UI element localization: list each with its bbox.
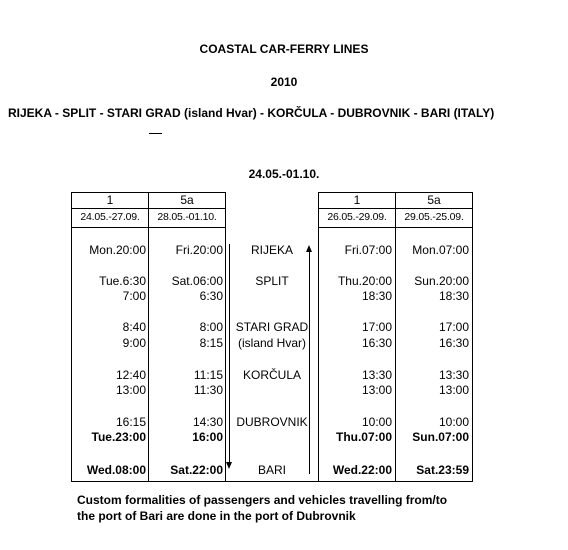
arrival-time: Fri.07:00 [344, 243, 392, 257]
header-divider [318, 227, 473, 228]
departure-time: 16:00 [192, 430, 223, 444]
arrival-time: 8:00 [199, 320, 223, 334]
arrival-time: 14:30 [192, 415, 223, 429]
header-divider [71, 227, 226, 228]
arrival-time: Sat.22:00 [170, 463, 223, 477]
departure-time: Sat.23:59 [416, 463, 469, 477]
header-divider [318, 208, 473, 209]
arrival-time: 16:15 [115, 415, 146, 429]
departure-time: Thu.20:00 [337, 274, 392, 288]
arrival-time: Mon.07:00 [412, 243, 469, 257]
departure-time: Tue.23:00 [91, 430, 146, 444]
column-number: 5a [180, 193, 194, 207]
departure-time: 13:30 [438, 368, 469, 382]
departure-time: 17:00 [361, 320, 392, 334]
arrival-time: Sat.06:00 [171, 274, 223, 288]
departure-time: 8:15 [199, 336, 223, 350]
table-border-bottom [71, 481, 473, 482]
column-dates: 29.05.-25.09. [404, 211, 464, 223]
departure-time: 13:30 [361, 368, 392, 382]
arrival-time: Wed.08:00 [86, 463, 146, 477]
departure-time: 10:00 [438, 415, 469, 429]
departure-time: Sun.20:00 [414, 274, 469, 288]
port-name: RIJEKA [250, 243, 293, 257]
departure-time: 10:00 [361, 415, 392, 429]
column-dates: 24.05.-27.09. [80, 211, 140, 223]
separator-dash [149, 133, 162, 134]
arrival-time: 16:30 [361, 336, 392, 350]
port-name: STARI GRAD [235, 320, 309, 334]
header-divider [71, 208, 226, 209]
departure-time: 11:30 [193, 383, 223, 397]
arrival-time: Tue.6:30 [99, 274, 146, 288]
departure-time: 7:00 [122, 289, 146, 303]
arrival-time: 18:30 [438, 289, 469, 303]
customs-note-line: the port of Bari are done in the port of Dubrovnik [77, 509, 356, 523]
page-title: COASTAL CAR-FERRY LINES [199, 42, 369, 56]
column-dates: 28.05.-01.10. [157, 211, 217, 223]
port-name: SPLIT [255, 274, 289, 288]
arrival-time: 12:40 [115, 368, 146, 382]
column-number: 1 [106, 193, 114, 207]
arrival-time: 13:00 [438, 383, 469, 397]
departure-time: Mon.20:00 [89, 243, 146, 257]
departure-time: 9:00 [122, 336, 146, 350]
port-name: KORČULA [242, 368, 301, 382]
arrival-time: 18:30 [361, 289, 392, 303]
arrival-time: Sun.07:00 [412, 430, 469, 444]
departure-time: 13:00 [115, 383, 146, 397]
departure-time: Fri.20:00 [175, 243, 223, 257]
table-border-right [472, 192, 473, 481]
arrival-time: 8:40 [122, 320, 146, 334]
route-title: RIJEKA - SPLIT - STARI GRAD (island Hvar) - KORČULA - DUBROVNIK - BARI (ITALY) [8, 106, 495, 120]
customs-note [77, 492, 447, 524]
season-period: 24.05.-01.10. [248, 167, 320, 181]
arrival-time: 11:15 [193, 368, 223, 382]
arrival-time: Thu.07:00 [335, 430, 392, 444]
departure-time: Wed.22:00 [332, 463, 392, 477]
departure-time: 17:00 [438, 320, 469, 334]
column-number: 1 [353, 193, 361, 207]
arrival-time: 16:30 [438, 336, 469, 350]
customs-note-line: Custom formalities of passengers and vehicles travelling from/to [77, 493, 448, 507]
port-subname: (island Hvar) [237, 336, 306, 350]
column-number: 5a [427, 193, 441, 207]
port-name: DUBROVNIK [236, 415, 308, 429]
column-dates: 26.05.-29.09. [327, 211, 387, 223]
arrival-time: 13:00 [361, 383, 392, 397]
year-label: 2010 [270, 75, 298, 89]
departure-time: 6:30 [199, 289, 223, 303]
port-name: BARI [257, 463, 286, 477]
